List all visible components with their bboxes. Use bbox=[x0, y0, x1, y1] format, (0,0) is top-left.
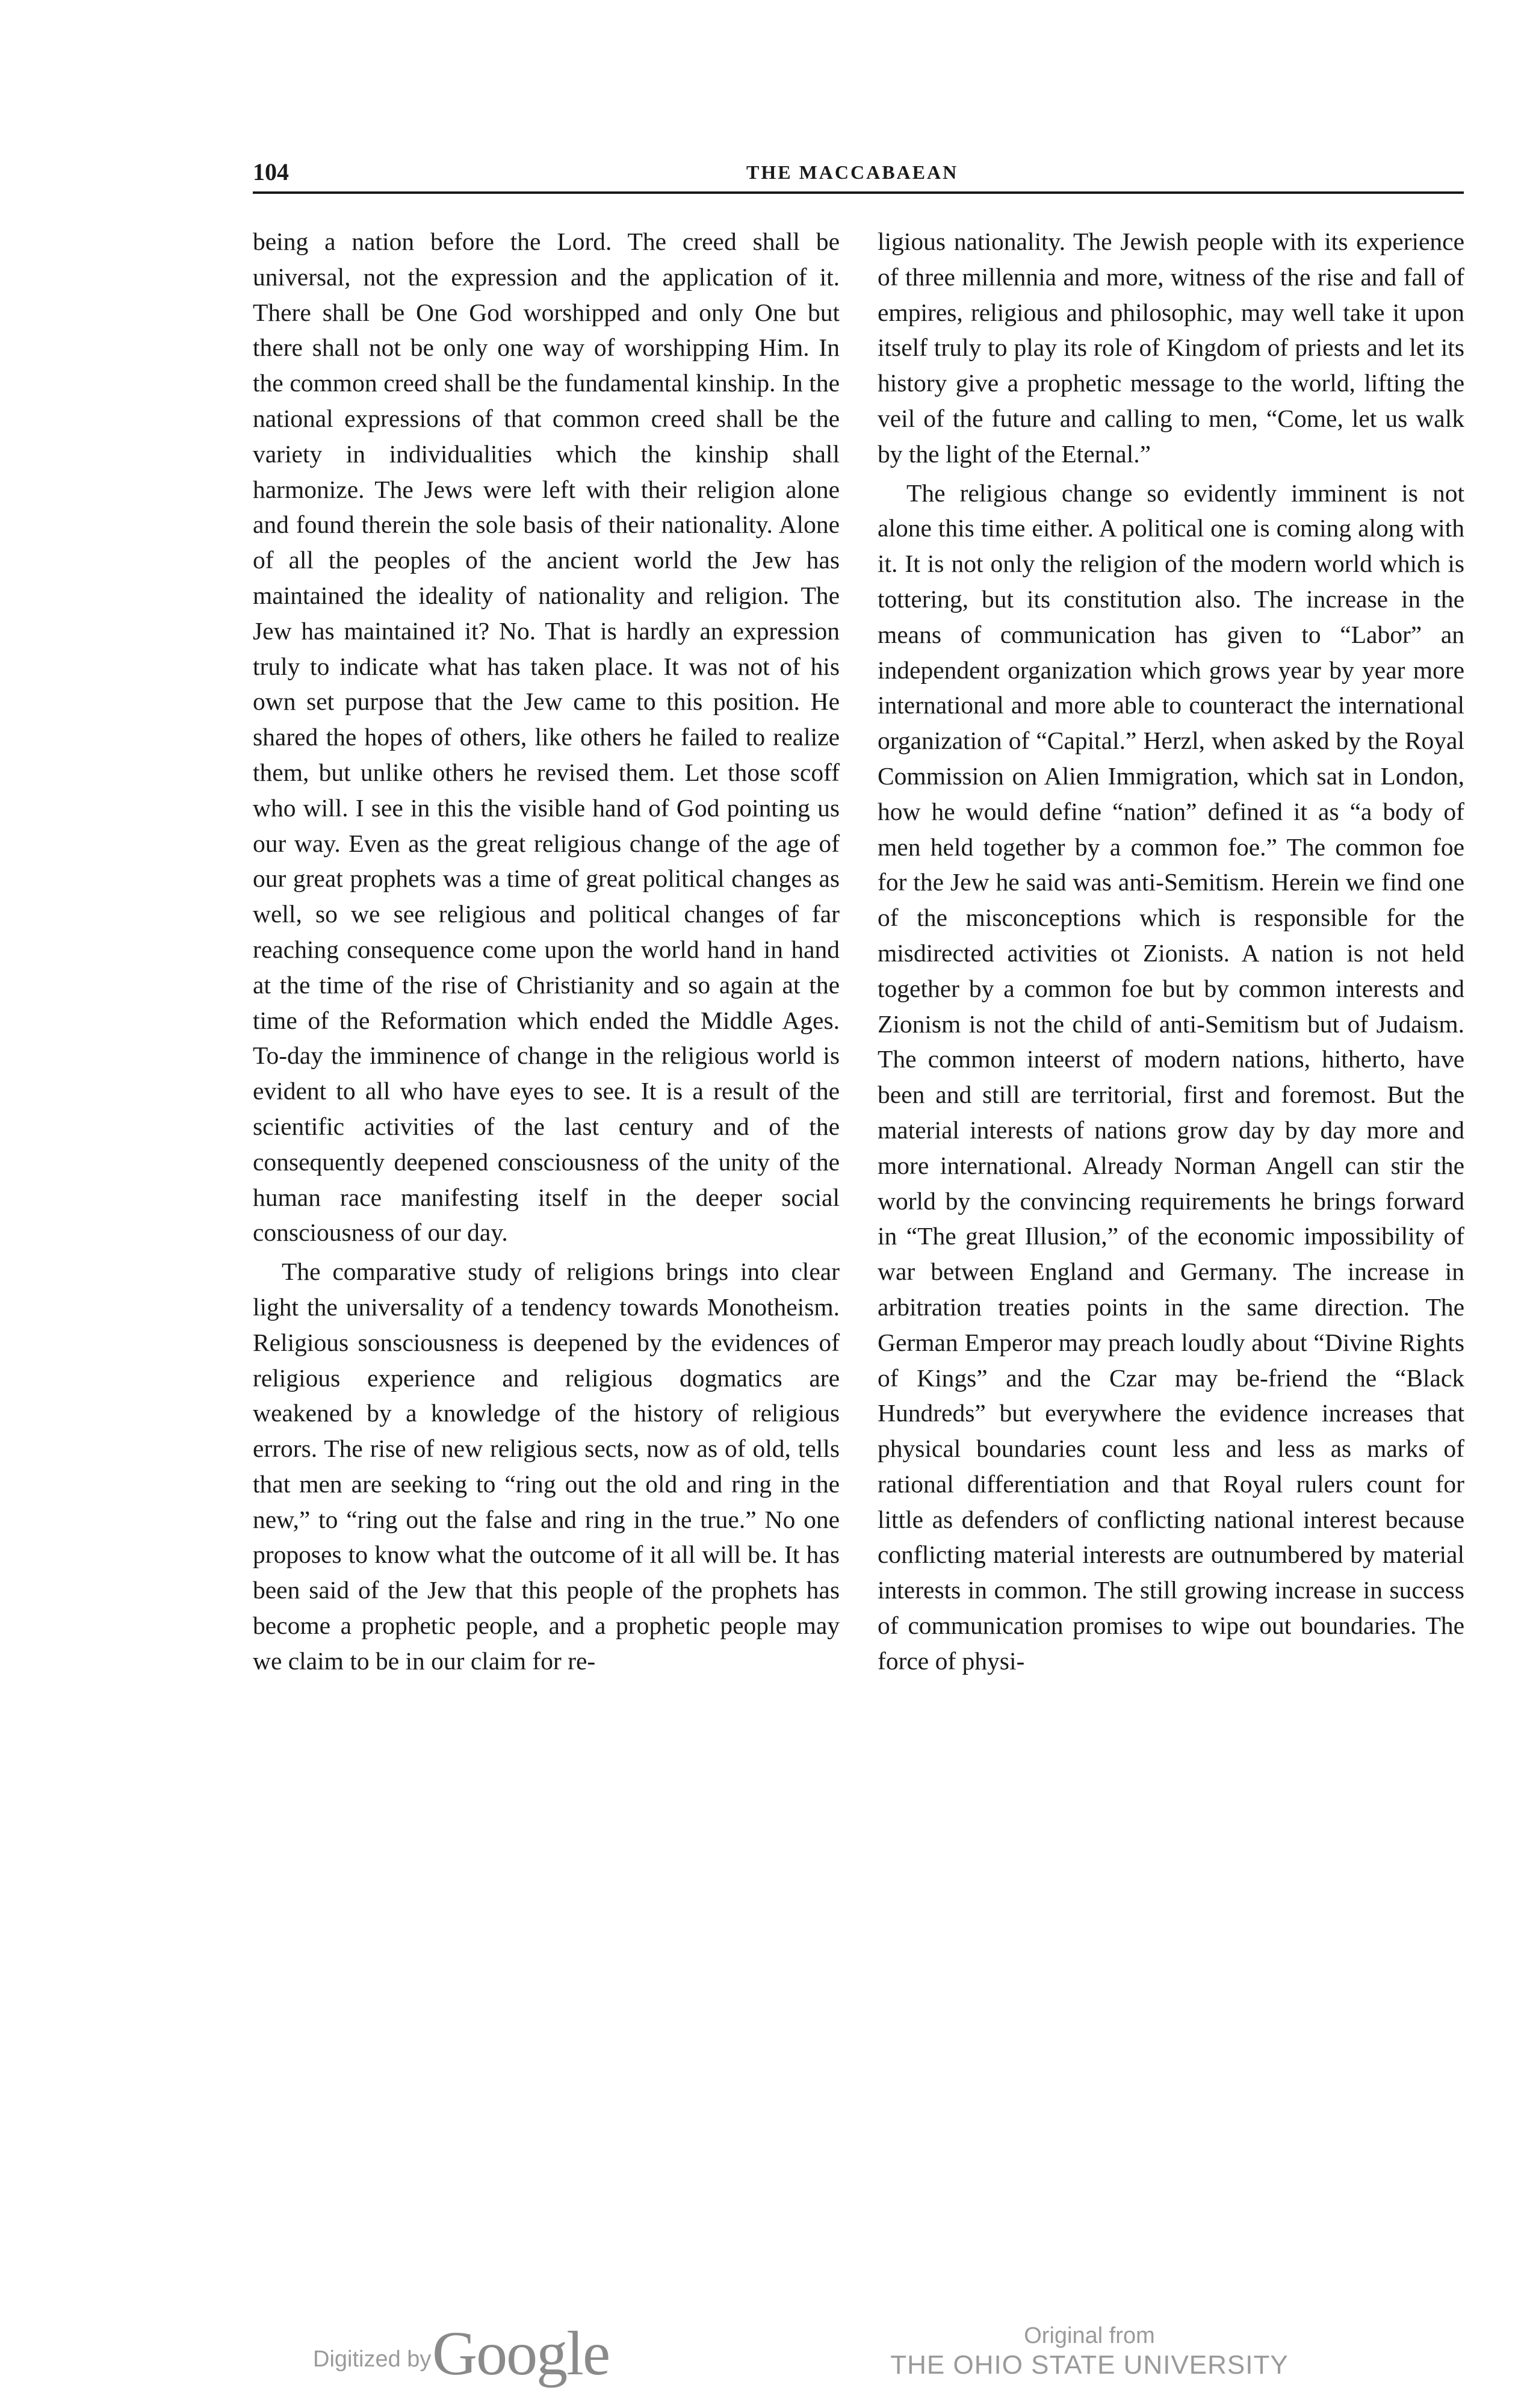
page-header bbox=[253, 158, 1464, 194]
page-number: 104 bbox=[253, 158, 289, 185]
institution-name: THE OHIO STATE UNIVERSITY bbox=[890, 2350, 1289, 2380]
right-column bbox=[878, 224, 1464, 1683]
left-paragraph-2: The comparative study of religions brings into clear light the universality of a tendency towards Monotheism. Religious sonsciousness is deepened by the evidences of religious experience and religious dogmatics are weakened by a knowledge of the history of religious errors. The rise of new religious sects, now as of old, tells that men are seeking to “ring out the old and ring in the new,” to “ring out the false and ring in the true.” No one proposes to know what the outcome of it all will be. It has been said of the Jew that this people of the prophets has become a prophetic people, and a prophetic people may we claim to be in our claim for re- bbox=[253, 1258, 840, 1675]
original-from-watermark bbox=[879, 2323, 1300, 2389]
running-title: THE MACCABAEAN bbox=[746, 161, 959, 183]
digitized-by-watermark bbox=[313, 2318, 674, 2388]
left-paragraph-1: being a nation before the Lord. The creed shall be universal, not the expression and the application of it. There shall be One God worshipped and only One but there shall not be only one way of worshipping Him. In the common creed shall be the fundamental kinship. In the national expressions of that common creed shall be the variety in individualities which the kinship shall harmonize. The Jews were left with their religion alone and found therein the sole basis of their nationality. Alone of all the peoples of the ancient world the Jew has maintained the ideality of nationality and religion. The Jew has maintained it? No. That is hardly an expression truly to indicate what has taken place. It was not of his own set purpose that the Jew came to this position. He shared the hopes of others, like others he failed to realize them, but unlike others he revised them. Let those scoff who will. I see in this the visible hand of God pointing us our way. Even as the great religious change of the age of our great prophets was a time of great political changes as well, so we see religious and political changes of far reaching consequence come upon the world hand in hand at the time of the rise of Christianity and so again at the time of the Reformation which ended the Middle Ages. To-day the imminence of change in the religious world is evident to all who have eyes to see. It is a result of the scientific activities of the last century and of the consequently deepened consciousness of the unity of the human race manifesting itself in the deeper social consciousness of our day. bbox=[253, 228, 840, 1247]
header-rule bbox=[253, 191, 1464, 194]
right-paragraph-2: The religious change so evidently imminent is not alone this time either. A political one is coming along with it. It is not only the religion of the modern world which is tottering, but its constitution also. The increase in the means of communication has given to “Labor” an independent organization which grows year by year more international and more able to counteract the international organization of “Capital.” Herzl, when asked by the Royal Commission on Alien Immigration, which sat in London, how he would define “nation” defined it as “a body of men held together by a common foe.” The common foe for the Jew he said was anti-Semitism. Herein we find one of the misconceptions which is responsible for the misdirected activities ot Zionists. A nation is not held together by a common foe but by common interests and Zionism is not the child of anti-Semitism but of Judaism. The common inteerst of modern nations, hitherto, have been and still are territorial, first and foremost. But the material interests of nations grow day by day more and more international. Already Norman Angell can stir the world by the convincing requirements he brings forward in “The great Illusion,” of the economic impossibility of war between England and Germany. The increase in arbitration treaties points in the same direction. The German Emperor may preach loudly about “Divine Rights of Kings” and the Czar may be-friend the “Black Hundreds” but everywhere the evidence increases that physical boundaries count less and less as marks of rational differentiation and that Royal rulers count for little as defenders of conflicting national interest because conflicting material interests are outnumbered by material interests in common. The still growing increase in success of communication promises to wipe out boundaries. The force of physi- bbox=[878, 479, 1464, 1675]
original-from-label: Original from bbox=[1024, 2323, 1155, 2348]
left-column bbox=[253, 224, 840, 1683]
right-paragraph-1: ligious nationality. The Jewish people with its experience of three millennia and more, witness of the rise and fall of empires, religious and philosophic, may well take it upon itself truly to play its role of Kingdom of priests and let its history give a prophetic message to the world, lifting the veil of the future and calling to men, “Come, let us walk by the light of the Eternal.” bbox=[878, 228, 1464, 468]
google-logo: Google bbox=[432, 2319, 610, 2388]
digitized-by-label: Digitized by bbox=[313, 2347, 432, 2372]
